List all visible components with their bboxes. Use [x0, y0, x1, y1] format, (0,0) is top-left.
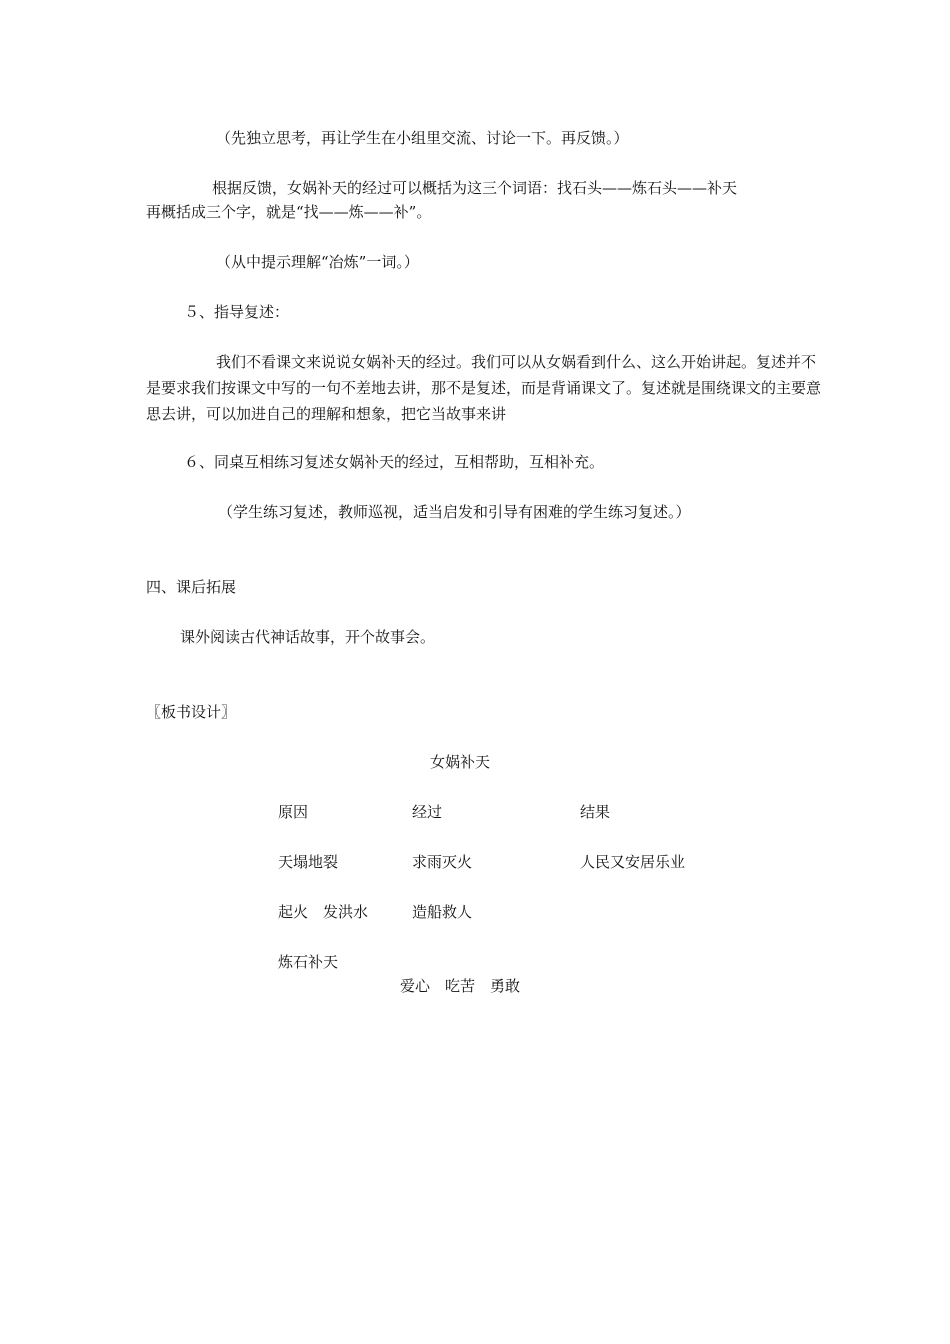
feedback-summary-line1: 根据反馈，女娲补天的经过可以概括为这三个词语：找石头——炼石头——补天	[212, 179, 738, 197]
board-process-2: 造船救人	[412, 903, 473, 921]
retell-paragraph	[146, 349, 826, 427]
step-5-heading: ５、指导复述：	[184, 303, 290, 321]
teacher-note-practice: （学生练习复述，教师巡视，适当启发和引导有困难的学生练习复述。）	[218, 503, 691, 521]
step-6-heading: ６、同桌互相练习复述女娲补天的经过，互相帮助，互相补充。	[184, 453, 605, 471]
board-cause-3: 炼石补天	[278, 953, 339, 971]
board-header-result: 结果	[580, 803, 611, 821]
board-cause-1: 天塌地裂	[278, 853, 339, 871]
extension-activity: 课外阅读古代神话故事，开个故事会。	[180, 628, 436, 646]
board-title: 女娲补天	[430, 753, 491, 771]
board-header-cause: 原因	[278, 803, 309, 821]
section-4-heading: 四、课后拓展	[146, 578, 237, 596]
teacher-note-discuss: （先独立思考，再让学生在小组里交流、讨论一下。再反馈。）	[216, 129, 629, 147]
board-header-process: 经过	[412, 803, 443, 821]
feedback-summary-line2: 再概括成三个字，就是“找——炼——补”。	[146, 203, 432, 221]
board-qualities: 爱心 吃苦 勇敢	[400, 977, 521, 995]
retell-paragraph-text: 我们不看课文来说说女娲补天的经过。我们可以从女娲看到什么、这么开始讲起。复述并不是要求我们按课文中写的一句不差地去讲，那不是复述，而是背诵课文了。复述就是围绕课文的主要意思去讲，可以加进自己的理解和想象，把它当故事来讲	[146, 353, 822, 423]
board-cause-2: 起火 发洪水	[278, 903, 369, 921]
board-result-1: 人民又安居乐业	[580, 853, 686, 871]
teacher-note-smelt: （从中提示理解“冶炼”一词。）	[216, 253, 419, 271]
board-design-heading: 〖板书设计〗	[146, 703, 237, 721]
board-process-1: 求雨灭火	[412, 853, 473, 871]
